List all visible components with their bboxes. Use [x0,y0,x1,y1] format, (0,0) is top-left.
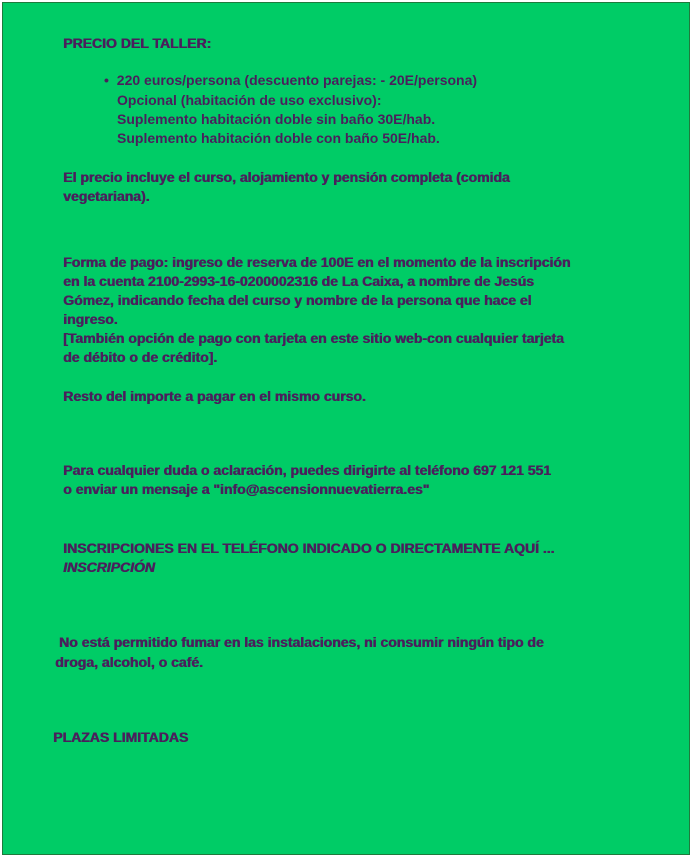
limited-places-notice: PLAZAS LIMITADAS [53,729,189,745]
rules-line1: No está permitido fumar en las instalaciones, ni consumir ningún tipo de [55,634,544,650]
price-includes-line1: El precio incluye el curso, alojamiento y pensión completa (comida [63,169,510,185]
price-supplement-with-bath: Suplemento habitación doble con baño 50E/hab. [117,130,440,146]
payment-remainder: Resto del importe a pagar en el mismo curso. [63,388,366,404]
payment-line: Gómez, indicando fecha del curso y nombre de la persona que hace el [63,292,532,308]
payment-line: ingreso. [63,311,118,327]
rules-line2: droga, alcohol, o café. [55,654,203,670]
payment-card-option-line: [También opción de pago con tarjeta en este sitio web-con cualquier tarjeta [63,330,564,346]
registration-link[interactable]: INSCRIPCIÓN [63,559,155,575]
price-main-text: 220 euros/persona (descuento parejas: - 20E/persona) [116,72,478,88]
bullet-icon: • [104,72,109,88]
payment-line: en la cuenta 2100-2993-16-0200002316 de La Caixa, a nombre de Jesús [63,273,534,289]
price-supplement-without-bath: Suplemento habitación doble sin baño 30E/hab. [117,111,436,127]
price-optional-label: Opcional (habitación de uso exclusivo): [117,92,382,108]
contact-email-line: o enviar un mensaje a "info@ascensionnuevatierra.es" [63,481,430,497]
payment-card-option-line: de débito o de crédito]. [63,349,218,365]
payment-line: Forma de pago: ingreso de reserva de 100E en el momento de la inscripción [63,254,571,270]
price-bullet-item [104,70,477,90]
price-heading: PRECIO DEL TALLER: [63,35,212,51]
contact-phone-line: Para cualquier duda o aclaración, puedes dirigirte al teléfono 697 121 551 [63,462,551,478]
registration-line: INSCRIPCIONES EN EL TELÉFONO INDICADO O DIRECTAMENTE AQUÍ ... [63,540,555,556]
price-includes-line2: vegetariana). [63,188,150,204]
